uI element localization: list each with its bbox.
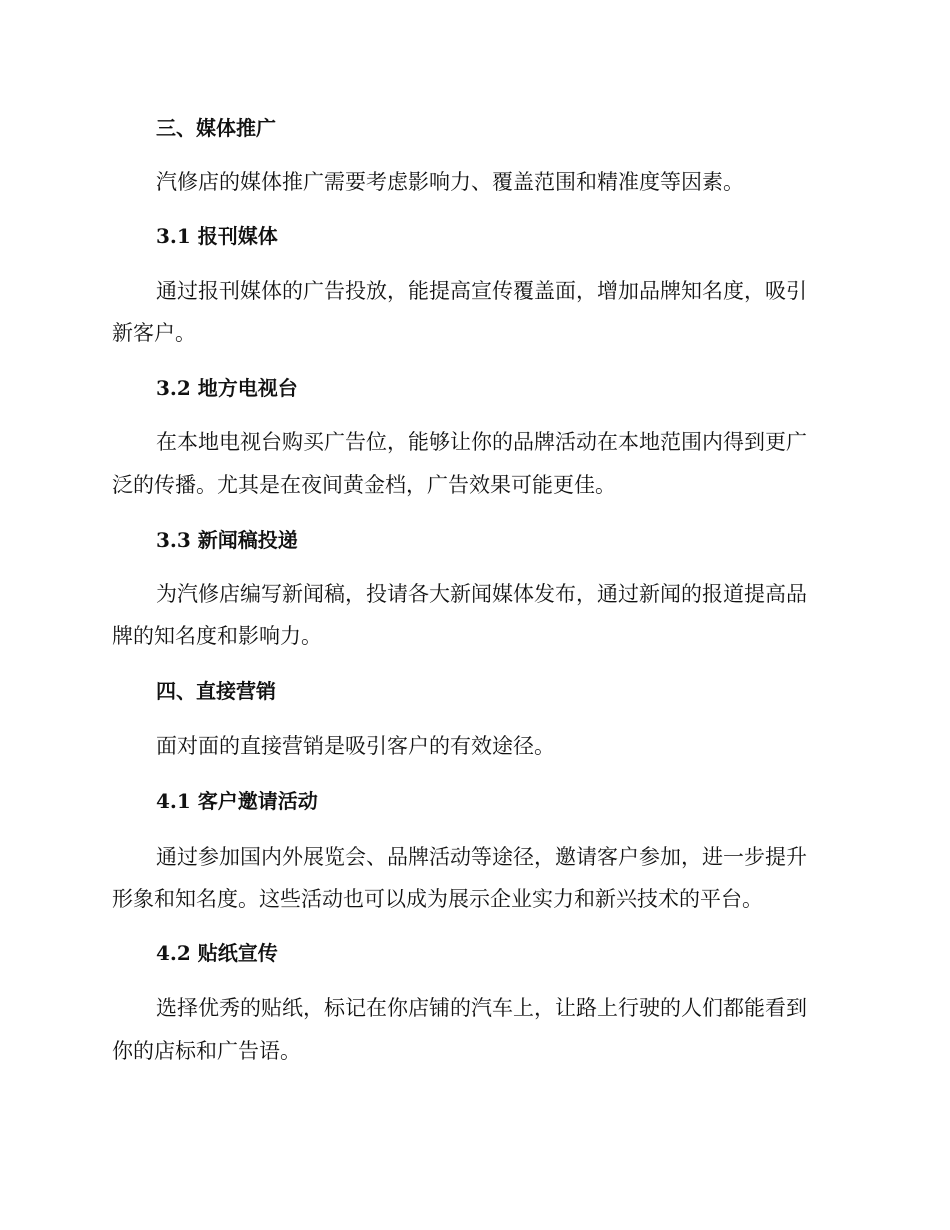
paragraph-line: 通过报刊媒体的广告投放，能提高宣传覆盖面，增加品牌知名度，吸引 <box>156 279 807 303</box>
paragraph-line: 形象和知名度。这些活动也可以成为展示企业实力和新兴技术的平台。 <box>112 887 763 911</box>
subsection-heading-4-2: 4.2 贴纸宣传 <box>156 941 278 965</box>
section-intro-3: 汽修店的媒体推广需要考虑影响力、覆盖范围和精准度等因素。 <box>156 170 744 194</box>
section-heading-4: 四、直接营销 <box>156 679 276 703</box>
subsection-heading-3-3: 3.3 新闻稿投递 <box>156 528 298 552</box>
paragraph-line: 为汽修店编写新闻稿，投请各大新闻媒体发布，通过新闻的报道提高品 <box>156 582 807 606</box>
paragraph-line: 泛的传播。尤其是在夜间黄金档，广告效果可能更佳。 <box>112 473 616 497</box>
subsection-heading-3-1: 3.1 报刊媒体 <box>156 224 278 248</box>
paragraph-line: 牌的知名度和影响力。 <box>112 624 322 648</box>
section-intro-4: 面对面的直接营销是吸引客户的有效途径。 <box>156 734 555 758</box>
paragraph-line: 在本地电视台购买广告位，能够让你的品牌活动在本地范围内得到更广 <box>156 430 807 454</box>
subsection-heading-4-1: 4.1 客户邀请活动 <box>156 789 318 813</box>
paragraph-line: 通过参加国内外展览会、品牌活动等途径，邀请客户参加，进一步提升 <box>156 845 807 869</box>
paragraph-line: 你的店标和广告语。 <box>112 1039 301 1063</box>
subsection-heading-3-2: 3.2 地方电视台 <box>156 376 298 400</box>
paragraph-line: 新客户。 <box>112 321 196 345</box>
section-heading-3: 三、媒体推广 <box>156 116 276 140</box>
paragraph-line: 选择优秀的贴纸，标记在你店铺的汽车上，让路上行驶的人们都能看到 <box>156 996 807 1020</box>
